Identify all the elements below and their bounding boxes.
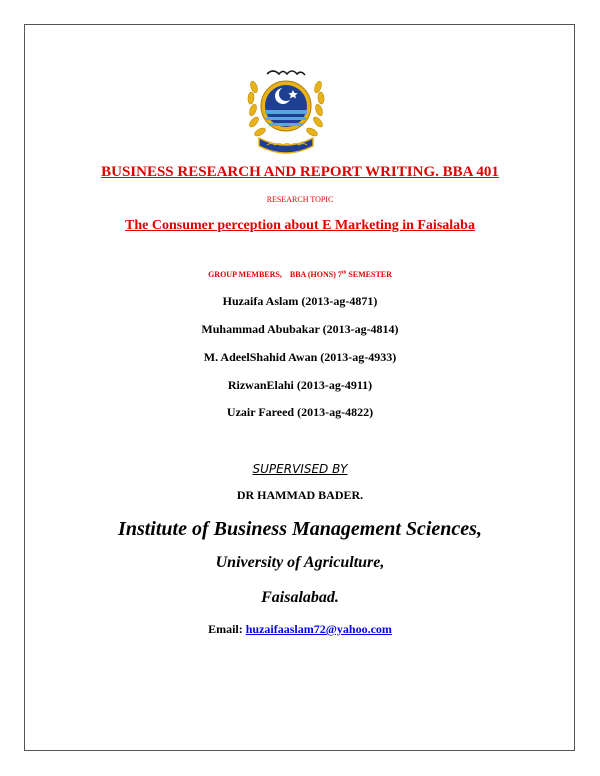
member-name: Uzair Fareed (2013-ag-4822): [226, 405, 374, 419]
group-label: GROUP MEMBERS,: [208, 270, 282, 279]
course-title: BUSINESS RESEARCH AND REPORT WRITING. BBA 401: [101, 164, 499, 180]
university-name: University of Agriculture,: [215, 554, 385, 571]
topic-label: RESEARCH TOPIC: [266, 195, 334, 204]
email-line: [0, 622, 600, 637]
supervisor-name: DR HAMMAD BADER.: [236, 488, 364, 502]
city-name: Faisalabad.: [261, 589, 339, 606]
semester-label: SEMESTER: [348, 270, 392, 279]
group-members-heading: [0, 270, 600, 279]
email-label: Email:: [208, 622, 243, 636]
member-name: Muhammad Abubakar (2013-ag-4814): [201, 322, 399, 336]
institute-name: Institute of Business Management Sciences,: [118, 518, 482, 540]
member-name: RizwanElahi (2013-ag-4911): [227, 378, 373, 392]
supervised-by-label: SUPERVISED BY: [252, 462, 348, 476]
university-crest-icon: [243, 66, 329, 158]
member-name: Huzaifa Aslam (2013-ag-4871): [222, 294, 378, 308]
semester-ordinal: th: [341, 270, 347, 276]
email-link[interactable]: huzaifaaslam72@yahoo.com: [245, 622, 392, 636]
program-label: BBA (HONS) 7: [289, 270, 342, 279]
research-topic: The Consumer perception about E Marketing in Faisalaba: [125, 218, 475, 233]
member-name: M. AdeelShahid Awan (2013-ag-4933): [203, 350, 397, 364]
